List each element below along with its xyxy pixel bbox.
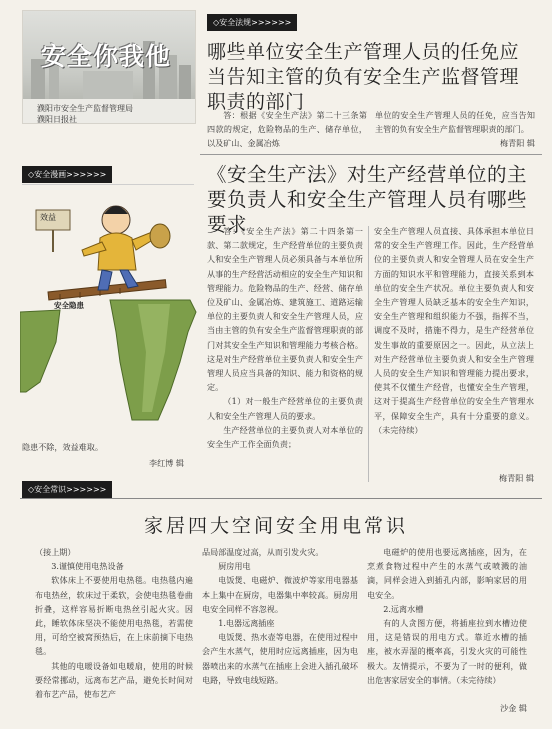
- article3-headline: 家居四大空间安全用电常识: [143, 515, 408, 537]
- article2-col1-p1: 答：《安全生产法》第二十四条第一款、第二款规定，生产经营单位的主要负责人和安全生产管理人员必须具备与本单位所从事的生产经营活动相应的安全生产知识和管理能力。危险物品的生产、经营、储存单位及矿山、金属冶炼、建筑施工、道路运输单位的主要负责人和安全生产管理人员，应当由主管的负有安全生产监督管理职责的部门对其安全生产知识和管理能力考核合格。这是对生产经营单位主要负责人和安全生产管理人员应当具备的知识、能力和资格的规定。: [207, 226, 363, 393]
- section-tag-common: ◇安全常识>>>>>>: [22, 481, 112, 498]
- article2-col1: [207, 224, 363, 451]
- article2-byline: 梅青阳 辑: [499, 473, 534, 483]
- article3-byline: 沙金 辑: [500, 703, 527, 713]
- article3-col2-p2: 电饭煲、电磁炉、微波炉等家用电器基本上集中在厨房，电器集中率较高。厨房用电安全同样不容忽视。: [202, 575, 358, 614]
- comic-illustration: [20, 192, 202, 422]
- article1-col1: [207, 108, 367, 151]
- article3-col3-heading: 2.远离水槽: [383, 603, 424, 614]
- comic-caption-text: 隐患不除，效益难取。: [22, 442, 103, 452]
- article1-byline: 梅青阳 辑: [500, 138, 535, 149]
- article2-col1-p2: （1）对一般生产经营单位的主要负责人和安全生产管理人员的要求。: [207, 396, 363, 421]
- article3-col1-p1: 软体床上不要使用电热毯。电热毯内遍布电热丝，软床过于柔软，会使电热毯卷曲折叠，这样容易折断电热丝引起火灾。因此，睡软体床坚决不能使用电热毯，若需使用，可给空被窝预热后，在上床前摘下电热毯。: [35, 575, 193, 657]
- article3-col1-p0: （接上期）: [35, 547, 76, 557]
- article3-col2-p1: 品局部温度过高，从而引发火灾。: [202, 547, 324, 557]
- section-tag-comic: ◇安全漫画>>>>>>: [22, 166, 112, 183]
- comic-divider: [22, 184, 194, 185]
- article2-col2: [374, 224, 534, 437]
- section-tag-law: ◇安全法规>>>>>>: [207, 14, 297, 31]
- comic-label-benefit: 效益: [40, 213, 56, 222]
- article2-col2-text: 安全生产管理人员直接、具体承担本单位日常的安全生产管理工作。因此，生产经营单位的主要负责人和安全管理人员在安全生产方面的知识水平和管理能力，直接关系到本单位的安全生产状况。单位主要负责人和安全生产管理人员缺乏基本的安全生产知识，安全生产管理和组织能力不强，指挥不当，调度不及时，措施不得力，是生产经营单位发生事故的重要原因之一。因此，从立法上对生产经营单位主要负责人和安全生产管理人员的安全生产知识和管理能力提出要求，使其不仅懂生产经营，也懂安全生产管理，这对于提高生产经营单位的安全生产管理水平，保障安全生产，具有十分重要的意义。（未完待续）: [374, 226, 534, 435]
- article3-col2-heading: 厨房用电: [218, 561, 251, 572]
- article2-headline: 《安全生产法》对生产经营单位的主要负责人和安全生产管理人员有哪些要求: [207, 163, 528, 236]
- article2-col1-p3: 生产经营单位的主要负责人对本单位的安全生产工作全面负责；: [207, 424, 363, 450]
- comic-label-hazard: 安全隐患: [54, 301, 84, 310]
- article3-col3: [367, 545, 527, 687]
- masthead-publisher-2: 濮阳日报社: [37, 115, 77, 124]
- comic-caption: [22, 440, 192, 454]
- masthead-publisher: 濮阳市安全生产监督管理局: [37, 104, 133, 113]
- article1-headline: 哪些单位安全生产管理人员的任免应当告知主管的负有安全生产监督管理职责的部门: [207, 41, 520, 113]
- article3-col1-heading: 3.谨慎使用电热设备: [51, 561, 124, 572]
- article3-col2-heading2: 1.电器远离插座: [218, 618, 275, 629]
- article3-col3-p1: 电磁炉的使用也要远离插座，因为，在烹煮食物过程中产生的水蒸气或喷溅的油滴，同样会进入到插孔内部，影响家居的用电安全。: [367, 547, 527, 600]
- comic-byline: 李红博 辑: [149, 458, 184, 468]
- masthead: [22, 10, 196, 124]
- column-divider: [368, 226, 369, 482]
- article3-col1: [35, 545, 193, 701]
- article1-col2-text: 单位的安全生产管理人员的任免，应当告知主管的负有安全生产监督管理职责的部门。 梅青阳 辑: [375, 108, 535, 136]
- masthead-title: 安全你我他: [41, 42, 172, 71]
- article3-col1-p2: 其他的电暖设备如电暖扇，使用的时候要经常挪动，远离布艺产品，避免长时间对着布艺产品，使布艺产: [35, 660, 193, 700]
- safety-comic: [20, 192, 202, 422]
- article1-col1-text: 答：根据《安全生产法》第二十三条第四款的规定，危险物品的生产、储存单位，以及矿山、金属冶炼: [207, 110, 367, 149]
- divider-1: [200, 154, 542, 155]
- article1-col2: [375, 108, 535, 151]
- article3-col2-p3: 电饭煲、热水壶等电器，在使用过程中会产生水蒸气，使用时应远离插座，因为电器喷出来的水蒸气在插座上会进入插孔破坏电路，导致电线短路。: [202, 632, 358, 685]
- article3-col3-p2: 有的人贪图方便，将插座拉到水槽边使用，这是错误的用电方式。靠近水槽的插座，被水弄湿的概率高，引发火灾的可能性极大。友情提示，不要为了一时的便利，做出危害家居安全的事情。（未完待续）: [367, 618, 527, 685]
- article3-col2: [202, 545, 358, 687]
- divider-2: [20, 498, 542, 499]
